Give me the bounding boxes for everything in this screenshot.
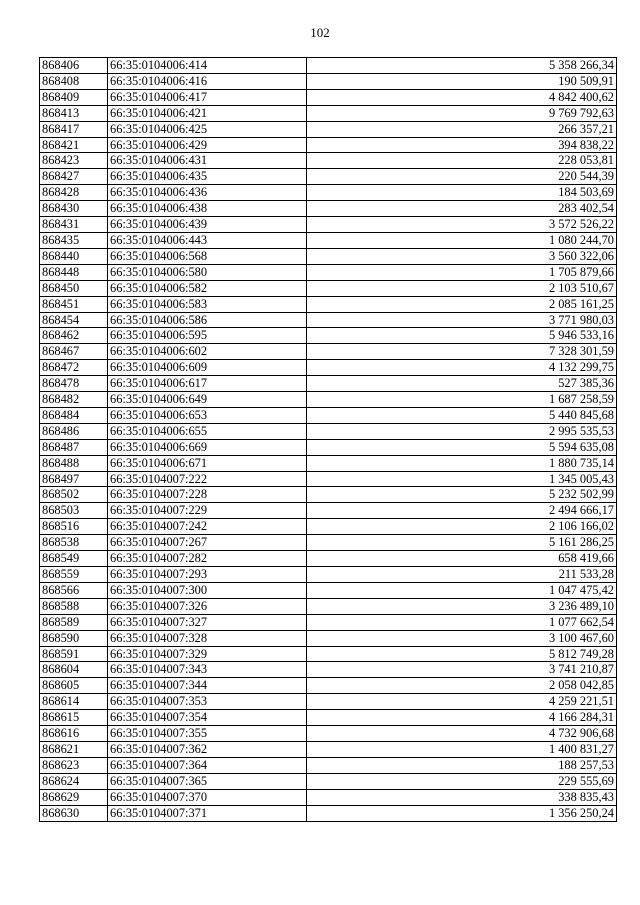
record-id-cell: 868488 [40, 455, 108, 471]
cadastral-number-cell: 66:35:0104007:353 [108, 694, 307, 710]
cadastral-value-table [39, 57, 617, 822]
table-row [40, 551, 617, 567]
record-id-cell: 868615 [40, 710, 108, 726]
record-id-cell: 868427 [40, 169, 108, 185]
table-row [40, 360, 617, 376]
record-id-cell: 868503 [40, 503, 108, 519]
record-id-cell: 868472 [40, 360, 108, 376]
table-row [40, 376, 617, 392]
record-id-cell: 868591 [40, 646, 108, 662]
table-row [40, 455, 617, 471]
cadastral-value-cell: 3 236 489,10 [307, 598, 617, 614]
record-id-cell: 868406 [40, 58, 108, 74]
cadastral-number-cell: 66:35:0104007:327 [108, 614, 307, 630]
record-id-cell: 868417 [40, 121, 108, 137]
cadastral-number-cell: 66:35:0104006:617 [108, 376, 307, 392]
cadastral-number-cell: 66:35:0104006:425 [108, 121, 307, 137]
cadastral-number-cell: 66:35:0104007:328 [108, 630, 307, 646]
cadastral-number-cell: 66:35:0104006:582 [108, 280, 307, 296]
cadastral-value-cell: 5 946 533,16 [307, 328, 617, 344]
cadastral-number-cell: 66:35:0104006:602 [108, 344, 307, 360]
cadastral-value-cell: 1 080 244,70 [307, 232, 617, 248]
cadastral-value-cell: 527 385,36 [307, 376, 617, 392]
cadastral-number-cell: 66:35:0104006:416 [108, 73, 307, 89]
cadastral-number-cell: 66:35:0104007:300 [108, 582, 307, 598]
record-id-cell: 868482 [40, 392, 108, 408]
cadastral-value-cell: 5 232 502,99 [307, 487, 617, 503]
record-id-cell: 868538 [40, 535, 108, 551]
table-row [40, 646, 617, 662]
cadastral-value-cell: 2 995 535,53 [307, 423, 617, 439]
table-row [40, 344, 617, 360]
cadastral-value-cell: 394 838,22 [307, 137, 617, 153]
cadastral-value-cell: 1 356 250,24 [307, 805, 617, 821]
cadastral-value-cell: 2 106 166,02 [307, 519, 617, 535]
record-id-cell: 868605 [40, 678, 108, 694]
table-row [40, 598, 617, 614]
record-id-cell: 868413 [40, 105, 108, 121]
record-id-cell: 868630 [40, 805, 108, 821]
record-id-cell: 868549 [40, 551, 108, 567]
cadastral-value-cell: 1 400 831,27 [307, 741, 617, 757]
cadastral-number-cell: 66:35:0104006:649 [108, 392, 307, 408]
record-id-cell: 868421 [40, 137, 108, 153]
record-id-cell: 868430 [40, 201, 108, 217]
cadastral-value-cell: 338 835,43 [307, 789, 617, 805]
table-row [40, 89, 617, 105]
cadastral-number-cell: 66:35:0104006:431 [108, 153, 307, 169]
cadastral-value-cell: 5 161 286,25 [307, 535, 617, 551]
cadastral-number-cell: 66:35:0104007:355 [108, 726, 307, 742]
table-row [40, 503, 617, 519]
table-row [40, 805, 617, 821]
record-id-cell: 868467 [40, 344, 108, 360]
record-id-cell: 868408 [40, 73, 108, 89]
cadastral-number-cell: 66:35:0104006:586 [108, 312, 307, 328]
table-row [40, 582, 617, 598]
record-id-cell: 868428 [40, 185, 108, 201]
table-body [40, 58, 617, 822]
table-row [40, 201, 617, 217]
record-id-cell: 868623 [40, 757, 108, 773]
cadastral-number-cell: 66:35:0104006:417 [108, 89, 307, 105]
table-row [40, 296, 617, 312]
table-row [40, 439, 617, 455]
cadastral-value-cell: 3 771 980,03 [307, 312, 617, 328]
table-row [40, 423, 617, 439]
cadastral-value-cell: 658 419,66 [307, 551, 617, 567]
cadastral-number-cell: 66:35:0104006:438 [108, 201, 307, 217]
record-id-cell: 868604 [40, 662, 108, 678]
cadastral-value-cell: 3 741 210,87 [307, 662, 617, 678]
record-id-cell: 868409 [40, 89, 108, 105]
cadastral-value-cell: 220 544,39 [307, 169, 617, 185]
record-id-cell: 868516 [40, 519, 108, 535]
cadastral-value-cell: 4 166 284,31 [307, 710, 617, 726]
cadastral-number-cell: 66:35:0104007:371 [108, 805, 307, 821]
record-id-cell: 868589 [40, 614, 108, 630]
cadastral-value-cell: 2 058 042,85 [307, 678, 617, 694]
cadastral-value-cell: 266 357,21 [307, 121, 617, 137]
cadastral-value-cell: 283 402,54 [307, 201, 617, 217]
record-id-cell: 868478 [40, 376, 108, 392]
record-id-cell: 868559 [40, 567, 108, 583]
cadastral-value-cell: 2 103 510,67 [307, 280, 617, 296]
table-row [40, 519, 617, 535]
table-row [40, 614, 617, 630]
table-row [40, 232, 617, 248]
cadastral-value-cell: 9 769 792,63 [307, 105, 617, 121]
page-number: 102 [310, 25, 330, 40]
cadastral-value-cell: 3 100 467,60 [307, 630, 617, 646]
cadastral-number-cell: 66:35:0104006:429 [108, 137, 307, 153]
cadastral-number-cell: 66:35:0104006:421 [108, 105, 307, 121]
table-row [40, 757, 617, 773]
record-id-cell: 868450 [40, 280, 108, 296]
table-row [40, 630, 617, 646]
cadastral-number-cell: 66:35:0104007:364 [108, 757, 307, 773]
table-row [40, 73, 617, 89]
table-row [40, 741, 617, 757]
cadastral-value-cell: 7 328 301,59 [307, 344, 617, 360]
cadastral-value-cell: 1 880 735,14 [307, 455, 617, 471]
cadastral-number-cell: 66:35:0104007:229 [108, 503, 307, 519]
cadastral-value-cell: 3 560 322,06 [307, 248, 617, 264]
cadastral-value-cell: 5 812 749,28 [307, 646, 617, 662]
cadastral-number-cell: 66:35:0104006:439 [108, 217, 307, 233]
cadastral-value-cell: 4 132 299,75 [307, 360, 617, 376]
table-row [40, 264, 617, 280]
record-id-cell: 868502 [40, 487, 108, 503]
table-row [40, 153, 617, 169]
cadastral-number-cell: 66:35:0104006:669 [108, 439, 307, 455]
cadastral-number-cell: 66:35:0104007:282 [108, 551, 307, 567]
cadastral-value-cell: 4 732 906,68 [307, 726, 617, 742]
table-row [40, 694, 617, 710]
cadastral-number-cell: 66:35:0104006:653 [108, 407, 307, 423]
cadastral-value-cell: 190 509,91 [307, 73, 617, 89]
cadastral-number-cell: 66:35:0104007:365 [108, 773, 307, 789]
cadastral-value-cell: 229 555,69 [307, 773, 617, 789]
table-row [40, 248, 617, 264]
cadastral-number-cell: 66:35:0104006:436 [108, 185, 307, 201]
table-row [40, 217, 617, 233]
cadastral-value-cell: 1 077 662,54 [307, 614, 617, 630]
cadastral-number-cell: 66:35:0104007:242 [108, 519, 307, 535]
cadastral-value-cell: 5 440 845,68 [307, 407, 617, 423]
cadastral-number-cell: 66:35:0104007:222 [108, 471, 307, 487]
table-row [40, 137, 617, 153]
table-row [40, 471, 617, 487]
cadastral-value-cell: 5 594 635,08 [307, 439, 617, 455]
table-row [40, 392, 617, 408]
cadastral-number-cell: 66:35:0104007:293 [108, 567, 307, 583]
record-id-cell: 868588 [40, 598, 108, 614]
record-id-cell: 868566 [40, 582, 108, 598]
cadastral-number-cell: 66:35:0104007:344 [108, 678, 307, 694]
table-row [40, 105, 617, 121]
table-row [40, 789, 617, 805]
record-id-cell: 868497 [40, 471, 108, 487]
record-id-cell: 868487 [40, 439, 108, 455]
table-row [40, 185, 617, 201]
cadastral-number-cell: 66:35:0104006:580 [108, 264, 307, 280]
cadastral-number-cell: 66:35:0104007:362 [108, 741, 307, 757]
record-id-cell: 868454 [40, 312, 108, 328]
cadastral-number-cell: 66:35:0104007:267 [108, 535, 307, 551]
table-row [40, 726, 617, 742]
record-id-cell: 868629 [40, 789, 108, 805]
cadastral-number-cell: 66:35:0104007:329 [108, 646, 307, 662]
record-id-cell: 868624 [40, 773, 108, 789]
record-id-cell: 868448 [40, 264, 108, 280]
cadastral-value-cell: 1 047 475,42 [307, 582, 617, 598]
cadastral-value-cell: 2 494 666,17 [307, 503, 617, 519]
table-row [40, 169, 617, 185]
table-row [40, 312, 617, 328]
record-id-cell: 868435 [40, 232, 108, 248]
record-id-cell: 868431 [40, 217, 108, 233]
cadastral-value-cell: 1 345 005,43 [307, 471, 617, 487]
cadastral-number-cell: 66:35:0104007:354 [108, 710, 307, 726]
table-row [40, 280, 617, 296]
table-row [40, 487, 617, 503]
record-id-cell: 868462 [40, 328, 108, 344]
cadastral-number-cell: 66:35:0104006:435 [108, 169, 307, 185]
table-row [40, 328, 617, 344]
table-row [40, 121, 617, 137]
cadastral-value-cell: 1 687 258,59 [307, 392, 617, 408]
record-id-cell: 868486 [40, 423, 108, 439]
table-row [40, 773, 617, 789]
record-id-cell: 868614 [40, 694, 108, 710]
cadastral-value-cell: 4 842 400,62 [307, 89, 617, 105]
cadastral-number-cell: 66:35:0104007:326 [108, 598, 307, 614]
table-row [40, 710, 617, 726]
record-id-cell: 868423 [40, 153, 108, 169]
cadastral-value-cell: 5 358 266,34 [307, 58, 617, 74]
cadastral-value-cell: 3 572 526,22 [307, 217, 617, 233]
cadastral-number-cell: 66:35:0104006:655 [108, 423, 307, 439]
cadastral-value-cell: 211 533,28 [307, 567, 617, 583]
record-id-cell: 868484 [40, 407, 108, 423]
cadastral-value-cell: 4 259 221,51 [307, 694, 617, 710]
table-row [40, 535, 617, 551]
cadastral-number-cell: 66:35:0104006:443 [108, 232, 307, 248]
cadastral-number-cell: 66:35:0104007:370 [108, 789, 307, 805]
cadastral-number-cell: 66:35:0104006:595 [108, 328, 307, 344]
cadastral-number-cell: 66:35:0104006:568 [108, 248, 307, 264]
cadastral-number-cell: 66:35:0104007:228 [108, 487, 307, 503]
record-id-cell: 868451 [40, 296, 108, 312]
table-row [40, 662, 617, 678]
cadastral-value-cell: 2 085 161,25 [307, 296, 617, 312]
cadastral-value-cell: 228 053,81 [307, 153, 617, 169]
record-id-cell: 868440 [40, 248, 108, 264]
record-id-cell: 868590 [40, 630, 108, 646]
cadastral-number-cell: 66:35:0104007:343 [108, 662, 307, 678]
table-row [40, 58, 617, 74]
cadastral-number-cell: 66:35:0104006:609 [108, 360, 307, 376]
table-row [40, 407, 617, 423]
cadastral-number-cell: 66:35:0104006:414 [108, 58, 307, 74]
table-row [40, 567, 617, 583]
record-id-cell: 868621 [40, 741, 108, 757]
cadastral-number-cell: 66:35:0104006:671 [108, 455, 307, 471]
record-id-cell: 868616 [40, 726, 108, 742]
cadastral-number-cell: 66:35:0104006:583 [108, 296, 307, 312]
table-row [40, 678, 617, 694]
cadastral-value-cell: 1 705 879,66 [307, 264, 617, 280]
cadastral-value-cell: 188 257,53 [307, 757, 617, 773]
cadastral-value-cell: 184 503,69 [307, 185, 617, 201]
